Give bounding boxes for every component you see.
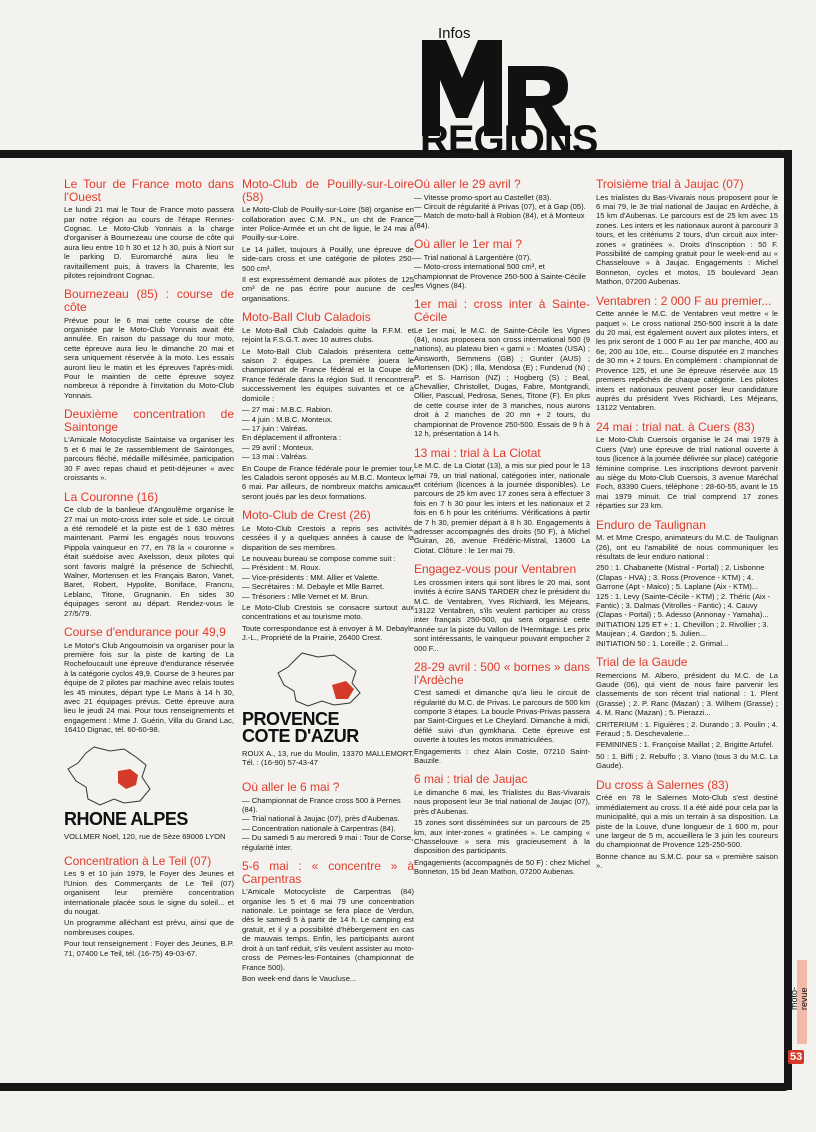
paragraph: Il est expressément demandé aux pilotes de 125 cm³ de ne pas écrire pour aucune de ces organisations.	[242, 275, 414, 303]
paragraph: Engagements (accompagnés de 50 F) : chez Michel Bonneton, 15 bd Jean Mathon, 07200 Aubenas.	[414, 857, 590, 877]
paragraph: Le lundi 21 mai le Tour de France moto passera par notre région au cours de l'étape Rennes-Cognac. Le Moto-Club Yonnais a la charge d'organiser à Bournezeau une course de côte qui aura lieu entre 10 h 30 et 12 h 30, puis à Niort sur le parking D. Euromarché aura lieu le ravitaillement puis, à travers la Charente, les pilotes rejoindront Cognac.	[64, 205, 234, 281]
paragraph: FEMININES : 1. Françoise Maillat ; 2. Brigitte Artufel.	[596, 740, 774, 750]
paragraph: Le dimanche 6 mai, les Trialistes du Bas-Vivarais nous proposent leur 3e trial national de Jaujac (07), près d'Aubenas.	[414, 788, 590, 816]
paragraph: Le Moto-Club Crestois se consacre surtout aux concentrations et au tourisme moto.	[242, 603, 414, 622]
paragraph: 50 : 1. Biffi ; 2. Rebuffo ; 3. Viano (tous 3 du M.C. La Gaude).	[596, 751, 778, 771]
headline: 6 mai : trial de Jaujac	[414, 772, 528, 787]
column-3	[414, 178, 590, 885]
headline: Où aller le 1er mai ?	[414, 237, 523, 252]
paragraph: Le Moto-Club de Pouilly-sur-Loire (58) organise en collaboration avec C.M. P.N., un cht de France inter Police-Armée et un cht de ligue, le 24 mai à Pouilly-sur-Loire.	[242, 205, 414, 243]
paragraph: Un programme alléchant est prévu, ainsi que de nombreuses coupes.	[64, 918, 234, 937]
paragraph: Le Moto-Club Cuersois organise le 24 mai 1979 à Cuers (Var) une épreuve de trial national ouverte à tous (licence à la journée délivrée sur place) catégorie féminine comprise. Les inscriptions devront parvenir au siège du Moto-Club Cuersois, 3 avenue Maréchal Foch, 83390 Cuers, téléphone : 28-60-55, avant le 15 mai 1979 minuit. Ce trial comprend 17 zones réparties sur 23 km.	[596, 435, 778, 511]
paragraph: — Vitesse promo-sport au Castellet (83). — Circuit de régularité à Privas (07), et à Gap (05). — Match de moto-ball à Robion (84), et à Monteux (84).	[414, 192, 586, 230]
page-number: 53	[790, 1051, 803, 1063]
headline: La Couronne (16)	[64, 489, 159, 504]
top-rule	[0, 150, 790, 158]
headline: Moto-Ball Club Caladois	[242, 310, 371, 325]
headline: 5-6 mai : « concentre » à Carpentras	[242, 859, 414, 886]
paragraph: — 27 mai : M.B.C. Rabion. — 4 juin : M.B.C. Monteux. — 17 juin : Valréas. En déplacement il affrontera : — 29 avril : Monteux. — 13 mai : Valréas.	[242, 405, 342, 462]
paragraph: Le Moto-Ball Club Caladois quitte la F.F.M. et rejoint la F.S.G.T. avec 10 autres clubs.	[242, 325, 414, 345]
headline: 28-29 avril : 500 « bornes » dans l'Ardèche	[414, 660, 590, 687]
headline: Concentration à Le Teil (07)	[64, 853, 212, 868]
paragraph: Les crossmen inters qui sont libres le 20 mai, sont invités à écrire SANS TARDER chez le président du M.C. de Ventabren, Yves Richiardi, les Méjeans, 13122 Ventabren, s'ils veulent participer au cross inter français 250-500, qui sera organisé cette année sur la piste du Vallon de l'Hermitage. Les prix sont intéressants, le vainqueur pouvant empocher 2 000 F...	[414, 577, 590, 653]
paragraph: Les 9 et 10 juin 1979, le Foyer des Jeunes et l'Union des Commerçants de Le Teil (07) organisent leur première concentration internationale placée sous le signe du soleil... et du nougat.	[64, 869, 234, 917]
france-map-rhone-alpes	[64, 745, 160, 807]
paragraph: C'est samedi et dimanche qu'a lieu le circuit de régularité du M.C. de Privas. Le parcours de 500 km comporte 3 étapes. La boucle Privas-Privas passera par Saint-Cirgues et Le Cheylard. Dimanche à midi, défilé suivi d'un gymkhana. Cette épreuve est ouverte à toutes les motos immatriculées.	[414, 688, 591, 745]
paragraph: Toute correspondance est à envoyer à M. Debayle J.-L., Propriété de la Prairie, 26400 Crest.	[242, 623, 414, 643]
region-title: RHONE ALPES	[64, 808, 188, 829]
paragraph: — Trial national à Largentière (07). — Moto-cross international 500 cm³, et championnat de Provence 250-500 à Sainte-Cécile les Vignes (84).	[414, 252, 586, 291]
headline: Moto-Club de Crest (26)	[242, 508, 371, 523]
headline: Du cross à Salernes (83)	[596, 777, 729, 792]
paragraph: Créé en 78 le Salernes Moto-Club s'est destiné immédiatement au cross. Il a été aidé pour cela par la municipalité, qui a mis un terrain à sa disposition. La piste de la Louve, d'une longueur de 1 600 m, pour une largeur de 5 m, accueillera le 3 juin les coureurs du championnat de Provence 125-250-500.	[596, 793, 778, 850]
headline: 13 mai : trial à La Ciotat	[414, 445, 541, 460]
paragraph: Ce club de la banlieue d'Angoulême organise le 27 mai un moto-cross inter sole et side. Le circuit a été remodelé et la piste est de 1 630 mètres maintenant. Parmi les engagés nous trouvons Pippola vainqueur en 77, en 78 la « couronne » était suédoise avec Axelsson, deux pilotes qui sont favoris malgré la présence de Schiechtl, Walner, Mortensen et les Français Baron, Vanet, Baret, Robert, Hypolite, Boniface, Francru, Leblanc, Titone, Grugnanin. En sides 30 équipages seront au départ. Rendez-vous le 27/5/79.	[64, 505, 234, 618]
paragraph: Le Moto-Ball Club Caladois présentera cette saison 2 équipes. La première jouera le championnat de France fédéral et la Coupe de France fédérale dans la région Sud. Il rencontrera successivement les équipes suivantes et ce à domicile :	[242, 346, 414, 403]
column-2	[242, 178, 414, 991]
paragraph: — Championnat de France cross 500 à Pernes (84). — Trial national à Jaujac (07), près d'Aubenas. — Concentration nationale à Carpentras (84). — Du samedi 5 au mercredi 9 mai : Tour de Corse, régularité inter.	[242, 795, 414, 852]
paragraph: Le nouveau bureau se compose comme suit : — Président : M. Roux. — Vice-présidents : MM. Allier et Valette. — Secrétaires : M. Debayle et Mlle Barret. — Trésoriers : Mlle Vernet et M. Brun.	[242, 553, 396, 601]
headline: Bournezeau (85) : course de côte	[64, 287, 234, 315]
region-address: ROUX A., 13, rue du Moulin, 13370 MALLEMORT. Tél. : (16-90) 57-43-47	[242, 748, 414, 767]
paragraph: Le Motor's Club Angoumoisin va organiser pour la première fois sur la piste de karting de La Rochefoucault une épreuve d'endurance réservée à la catégorie cyclos 49,9. Course de 3 heures par équipe de 2 pilotes par machine avec relais toutes les 45 minutes, départ type Le Mans à 14 h 30, avec 21 équipages prévus. Cette épreuve aura lieu le jeudi 24 mai. Pour tous renseignements et engagement : Mme J. Guérin, Villa du Grand Lac, 16410 Dignac, tél. 60-60-98.	[64, 640, 234, 735]
headline: Moto-Club de Pouilly-sur-Loire (58)	[242, 177, 414, 204]
right-rule	[784, 150, 792, 1090]
paragraph: CRITERIUM : 1. Figuières ; 2. Durando ; 3. Poulin ; 4. Feraud ; 5. Deschevalerie...	[596, 719, 778, 739]
paragraph: 250 : 1. Chabanette (Mistral - Portal) ; 2. Lisbonne (Clapas - HVA) ; 3. Ross (Provence - KTM) ; 4. Garrone (Apt - Maico) ; 5. Laplane (Aix - KTM)... 125 : 1. Levy (Sainte-Cécile - KTM) ; 2. Théric (Aix - Fantic) ; 3. Dalmas (Vitrolles - Fantic) ; 4. Cauvy (Clapas - Portal) ; 5. Adesso (Annonay - Yamaha)... INITIATION 125 ET + : 1. Chevillon ; 2. Rivollier ; 3. Maujean ; 4. Gardon ; 5. Julien... INITIATION 50 : 1. Loreille ; 2. Grimal...	[596, 563, 771, 648]
headline: Ventabren : 2 000 F au premier...	[596, 293, 772, 308]
paragraph: Le 14 juillet, toujours à Pouilly, une épreuve de side-cars cross et une catégorie de pilotes 250-500 cm³.	[242, 244, 414, 273]
headline: 24 mai : trial nat. à Cuers (83)	[596, 419, 755, 434]
france-map-provence	[242, 651, 412, 707]
paragraph: Remercions M. Albero, président du M.C. de La Gaude (06), qui vient de nous faire parvenir les classements de son récent trial national : 1. Plent (Grasse) ; 2. P. Ranc (Mazan) ; 3. Wilhem (Grasse) ; 4. M. Ranc (Mazan) ; 5. Pierazzi...	[596, 670, 778, 718]
paragraph: Le M.C. de La Ciotat (13), a mis sur pied pour le 13 mai 79, un trial national, catégories inter, nationale et critérium (licences à la journée disponibles). Le parcours de 25 km avec 17 zones sera à effectuer 3 fois en 7 h 30 pour les inters et les nationaux et 2 fois en 6 h pour les critériums. Vérifications à partir de 7 h 30, premier départ à 8 h 30. Engagements à adresser accompagnés des droits (50 F), à Michel Guiran, 26, avenue Frédéric-Mistral, 13600 La Ciotat. Clôture : le 1er mai 79.	[414, 461, 590, 555]
headline: Course d'endurance pour 49,9	[64, 624, 226, 639]
headline: Trial de la Gaude	[596, 655, 688, 670]
paragraph: M. et Mme Crespo, animateurs du M.C. de Taulignan (26), ont eu l'amabilité de nous communiquer les résultats de leur enduro national :	[596, 533, 778, 561]
paragraph: 15 zones sont disséminées sur un parcours de 25 km, aux inter-zones « gratinées ». Le camping « Chasselouve » sera mis gracieusement à la disposition des participants.	[414, 818, 590, 856]
headline: Troisième trial à Jaujac (07)	[596, 177, 744, 191]
paragraph: Bonne chance au S.M.C. pour sa « première saison ».	[596, 851, 778, 871]
paragraph: Engagements : chez Alain Coste, 07210 Saint-Bauzile.	[414, 746, 590, 766]
headline: Deuxième concentration de Saintonge	[64, 407, 234, 434]
regions-title: REGIONS	[420, 118, 598, 162]
headline: Où aller le 6 mai ?	[242, 780, 340, 795]
logo-infos-text: Infos	[438, 26, 471, 42]
region-address: VOLLMER Noël, 120, rue de Sèze 69006 LYON	[64, 831, 226, 841]
headline: Engagez-vous pour Ventabren	[414, 562, 577, 577]
region-title: PROVENCE COTE D'AZUR	[242, 708, 359, 746]
headline: Où aller le 29 avril ?	[414, 177, 521, 191]
paragraph: En Coupe de France fédérale pour le premier tour, les Caladois seront opposés au M.B.C. Monteux le 6 mai. Par ailleurs, de nombreux matchs amicaux seront joués par les deux formations.	[242, 463, 414, 501]
paragraph: Cette année le M.C. de Ventabren veut mettre « le paquet ». Le cross national 250-500 inscrit à la date du 20 mai, est également ouvert aux pilotes inters, et les prix seront de 1 000 F au 1er par manche, 400 au 6e, 200 au 10e, etc... Course disputée en 2 manches de 30 mn + 2 tours. En complément : championnat de Provence 125, et une 3e épreuve réservée aux 15 premiers repêchés de chaque catégorie. Les pilotes inters et nationaux peuvent poser leur candidature auprès du président Yves Richiardi, Les Méjeans, 13122 Ventabren.	[596, 309, 778, 413]
headline: Le Tour de France moto dans l'Ouest	[64, 177, 234, 204]
bottom-rule	[0, 1083, 792, 1091]
column-1	[64, 178, 234, 966]
paragraph: L'Amicale Motocycliste de Carpentras (84) organise les 5 et 6 mai 79 une concentration nationale. Le pointage se fera place de Verdun, dès le samedi 5 à partir de 14 h. Le camping est gratuit, et il y a possibilité d'hébergement en cas de mauvais temps. Enfin, les participants auront droit à un tarif réduit, s'ils veulent assister au moto-cross de Pernes-les-Fontaines (championnat de France 500).	[242, 887, 414, 972]
paragraph: L'Amicale Motocycliste Saintaise va organiser les 5 et 6 mai le 2e rassemblement de Saintonges, parcours fléché, médaille millésimée, participation 30 F avec repas chaud et petit-déjeuner « avec croissants ».	[64, 435, 234, 483]
column-4	[596, 178, 778, 879]
paragraph: Le Moto-Club Crestois a repris ses activités, cessées il y a quelques années à cause de la disparition de ses membres.	[242, 523, 414, 552]
magazine-name: moto-revue	[789, 986, 809, 1010]
paragraph: Les trialistes du Bas-Vivarais nous proposent pour le 6 mai 79, le 3e trial national de Jaujac en Ardèche, à 15 km d'Aubenas. Le parcours est de 25 km avec 15 zones. Les inters et les nationaux auront à parcourir 3 tours, et les critériums 2 tours, d'un circuit aux inter-zones « gratinées ». Droits d'inscription : 50 F. Possibilité de camping gratuit pour le week-end au « Chasselouve » à Jaujac. Engagements : Michel Bonneton, cycles et motos, 15 boulevard Jean Mathon, 07200 Aubenas.	[596, 192, 778, 287]
paragraph: Prévue pour le 6 mai cette course de côte organisée par le Moto-Club Yonnais avait été annulée. En raison du passage du tour moto, cette épreuve aura lieu le dimanche 20 mai et sera uniquement réservée à la moto. Les essais auront lieu le matin et les épreuves l'après-midi. Pour le maintien de cette épreuve soyez nombreux à répondre à l'invitation du Moto-Club Yonnais.	[64, 315, 234, 400]
headline: Enduro de Taulignan	[596, 517, 706, 532]
headline: 1er mai : cross inter à Sainte-Cécile	[414, 297, 590, 325]
paragraph: Pour tout renseignement : Foyer des Jeunes, B.P. 71, 07400 Le Teil, tél. (16-75) 49-03-67.	[64, 939, 234, 958]
paragraph: Le 1er mai, le M.C. de Sainte-Cécile les Vignes (84), nous proposera son cross international 500 (9 nations), au plateau bien « garni » : Moates (USA) ; Ainsworth, Semmens (GB) ; Gunter (AUS) ; Mortensen (DK) ; Illa, Mendosa (E) ; Funderud (N) ; P. et S. Harrison (NZ) ; Hogberg (S) ; Beal, Chevallier, Christollet, Dugas, Fabre, Montgrandi, Ollier, Pascual, Pedrosa, Senes, Titone (F). En plus de cette course inter de 3 manches, nous aurons droit à 2 manches de 20 mn + 2 tours, du championnat de Provence 250-500. Essais de 9 h à 12 h, présentation à 14 h.	[414, 325, 590, 439]
paragraph: Bon week-end dans le Vaucluse...	[242, 973, 357, 983]
